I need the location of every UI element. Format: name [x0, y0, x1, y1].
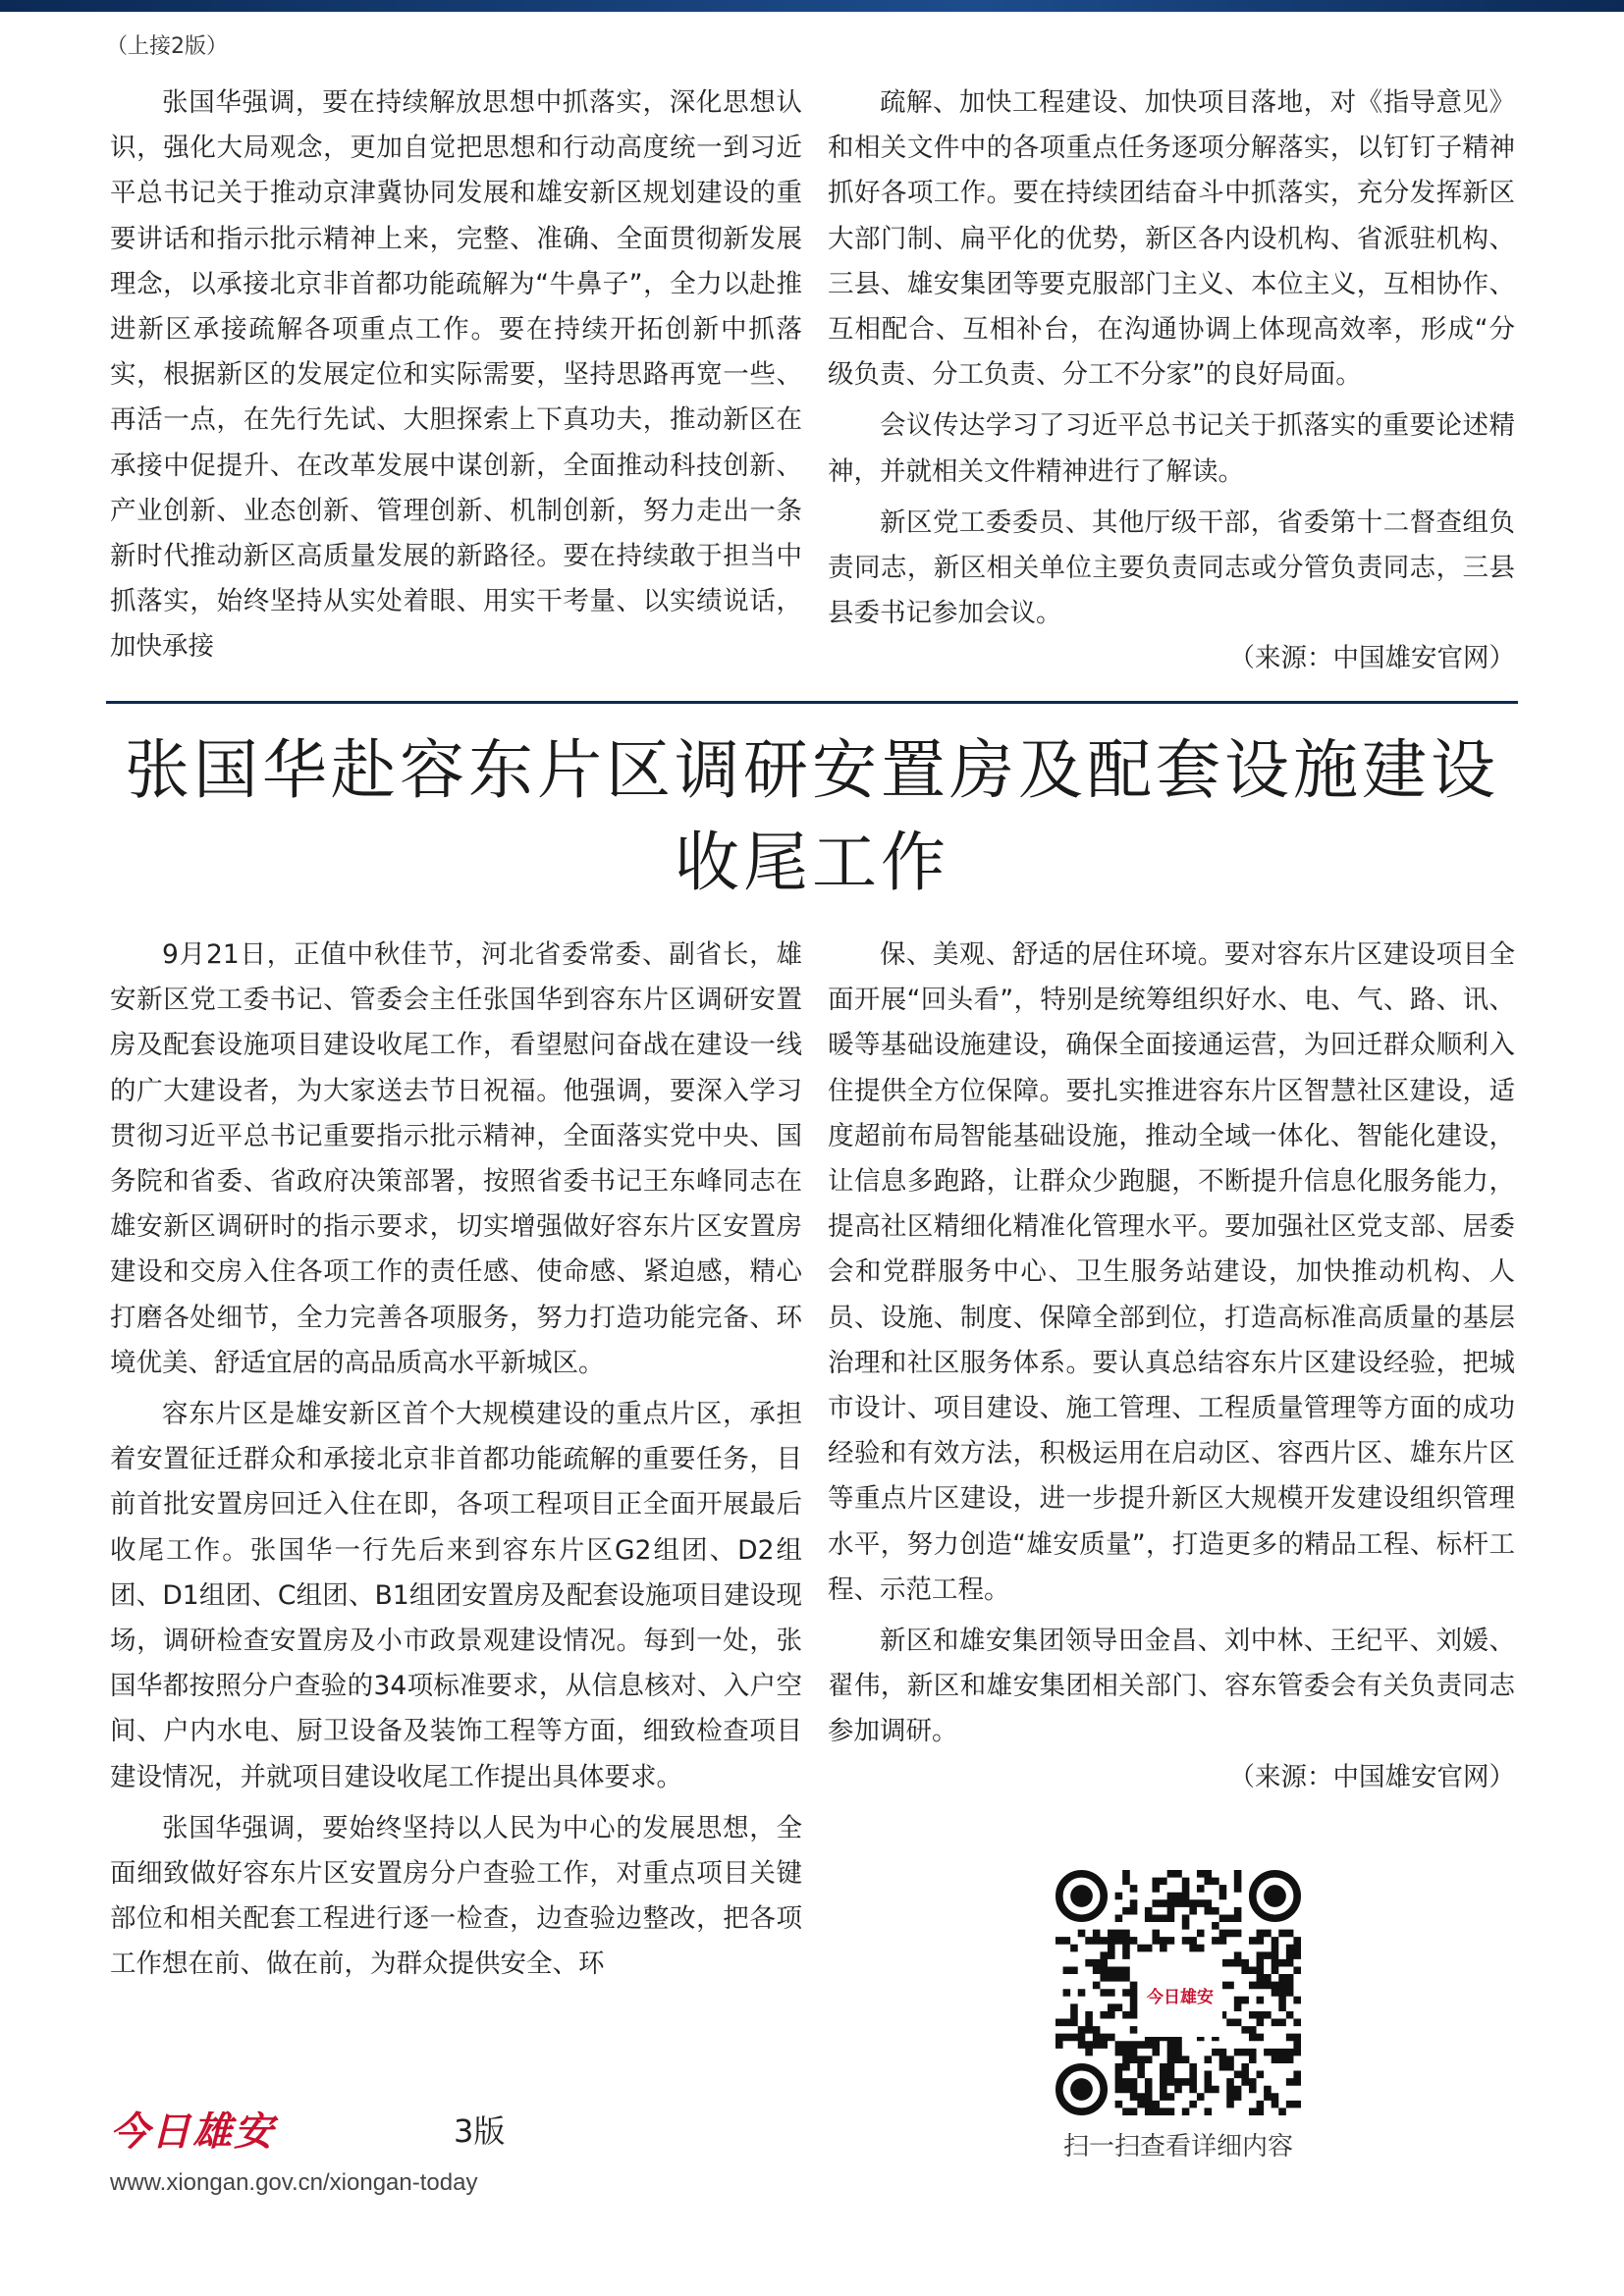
qr-finder-pattern [1059, 2067, 1104, 2111]
paragraph: 保、美观、舒适的居住环境。要对容东片区建设项目全面开展“回头看”，特别是统筹组织好水、电、气、路、讯、暖等基础设施建设，确保全面接通运营，为回迁群众顺利入住提供全方位保障。要扎实推进容东片区智慧社区建设，适度超前布局智能基础设施，推动全域一体化、智能化建设，让信息多跑路，让群众少跑腿，不断提升信息化服务能力，提高社区精细化精准化管理水平。要加强社区党支部、居委会和党群服务中心、卫生服务站建设，加快推动机构、人员、设施、制度、保障全部到位，打造高标准高质量的基层治理和社区服务体系。要认真总结容东片区建设经验，把城市设计、项目建设、施工管理、工程质量管理等方面的成功经验和有效方法，积极运用在启动区、容西片区、雄东片区等重点片区建设，进一步提升新区大规模开发建设组织管理水平，努力创造“雄安质量”，打造更多的精品工程、标杆工程、示范工程。 [828, 939, 1515, 1605]
qr-finder-pattern [1059, 1874, 1104, 1918]
prev-article-left-column [110, 80, 802, 670]
prev-article-right-column [828, 80, 1515, 682]
section-divider [106, 701, 1518, 704]
qr-code[interactable] [1056, 1870, 1301, 2115]
paragraph: 会议传达学习了习近平总书记关于抓落实的重要论述精神，并就相关文件精神进行了解读。 [828, 410, 1515, 487]
paragraph: 张国华强调，要在持续解放思想中抓落实，深化思想认识，强化大局观念，更加自觉把思想和行动高度统一到习近平总书记关于推动京津冀协同发展和雄安新区规划建设的重要讲话和指示批示精神上来，完整、准确、全面贯彻新发展理念，以承接北京非首都功能疏解为“牛鼻子”，全力以赴推进新区承接疏解各项重点工作。要在持续开拓创新中抓落实，根据新区的发展定位和实际需要，坚持思路再宽一些、再活一点，在先行先试、大胆探索上下真功夫，推动新区在承接中促提升、在改革发展中谋创新，全面推动科技创新、产业创新、业态创新、管理创新、机制创新，努力走出一条新时代推动新区高质量发展的新路径。要在持续敢于担当中抓落实，始终坚持从实处着眼、用实干考量、以实绩说话，加快承接 [110, 87, 802, 663]
paragraph [828, 501, 1515, 682]
qr-center-logo [1138, 1952, 1222, 2037]
headline-line-1: 张国华赴容东片区调研安置房及配套设施建设 [125, 732, 1499, 808]
continued-from-tag: （上接2版） [106, 34, 228, 59]
article-left-column [110, 933, 802, 1988]
qr-finder-pattern [1253, 1874, 1297, 1918]
website-url[interactable]: www.xiongan.gov.cn/xiongan-today [110, 2169, 478, 2196]
qr-caption: 扫一扫查看详细内容 [1062, 2132, 1293, 2162]
paragraph: 容东片区是雄安新区首个大规模建设的重点片区，承担着安置征迁群众和承接北京非首都功能疏解的重要任务，目前首批安置房回迁入住在即，各项工程项目正全面开展最后收尾工作。张国华一行先后来到容东片区G2组团、D2组团、D1组团、C组团、B1组团安置房及配套设施项目建设现场，调研检查安置房及小市政景观建设情况。每到一处，张国华都按照分户查验的34项标准要求，从信息核对、入户空间、户内水电、厨卫设备及装饰工程等方面，细致检查项目建设情况，并就项目建设收尾工作提出具体要求。 [110, 1399, 802, 1792]
paragraph: 9月21日，正值中秋佳节，河北省委常委、副省长，雄安新区党工委书记、管委会主任张国华到容东片区调研安置房及配套设施项目建设收尾工作，看望慰问奋战在建设一线的广大建设者，为大家送去节日祝福。他强调，要深入学习贯彻习近平总书记重要指示批示精神，全面落实党中央、国务院和省委、省政府决策部署，按照省委书记王东峰同志在雄安新区调研时的指示要求，切实增强做好容东片区安置房建设和交房入住各项工作的责任感、使命感、紧迫感，精心打磨各处细节，全力完善各项服务，努力打造功能完备、环境优美、舒适宜居的高品质高水平新城区。 [110, 939, 802, 1378]
qr-center-label: 今日雄安 [1147, 1987, 1214, 2007]
article-right-column [828, 933, 1515, 1800]
source-credit: （来源：中国雄安官网） [1228, 1761, 1515, 1792]
paragraph [828, 1619, 1515, 1800]
publication-logo: 今日雄安 [110, 2109, 275, 2155]
paragraph-text: 新区党工委委员、其他厅级干部，省委第十二督查组负责同志，新区相关单位主要负责同志或分管负责同志，三县县委书记参加会议。 [828, 507, 1515, 629]
headline-line-2: 收尾工作 [675, 825, 949, 900]
article-headline [106, 724, 1518, 909]
top-banner-bar [0, 0, 1624, 12]
source-credit: （来源：中国雄安官网） [1228, 643, 1515, 674]
paragraph: 疏解、加快工程建设、加快项目落地，对《指导意见》和相关文件中的各项重点任务逐项分解落实，以钉钉子精神抓好各项工作。要在持续团结奋斗中抓落实，充分发挥新区大部门制、扁平化的优势，新区各内设机构、省派驻机构、三县、雄安集团等要克服部门主义、本位主义，互相协作、互相配合、互相补台，在沟通协调上体现高效率，形成“分级负责、分工负责、分工不分家”的良好局面。 [828, 87, 1515, 391]
paragraph: 张国华强调，要始终坚持以人民为中心的发展思想，全面细致做好容东片区安置房分户查验工作，对重点项目关键部位和相关配套工程进行逐一检查，边查验边整改，把各项工作想在前、做在前，为群众提供安全、环 [110, 1812, 802, 1980]
paragraph-text: 新区和雄安集团领导田金昌、刘中林、王纪平、刘媛、翟伟，新区和雄安集团相关部门、容东管委会有关负责同志参加调研。 [828, 1626, 1515, 1747]
page-number: 3版 [454, 2112, 506, 2150]
